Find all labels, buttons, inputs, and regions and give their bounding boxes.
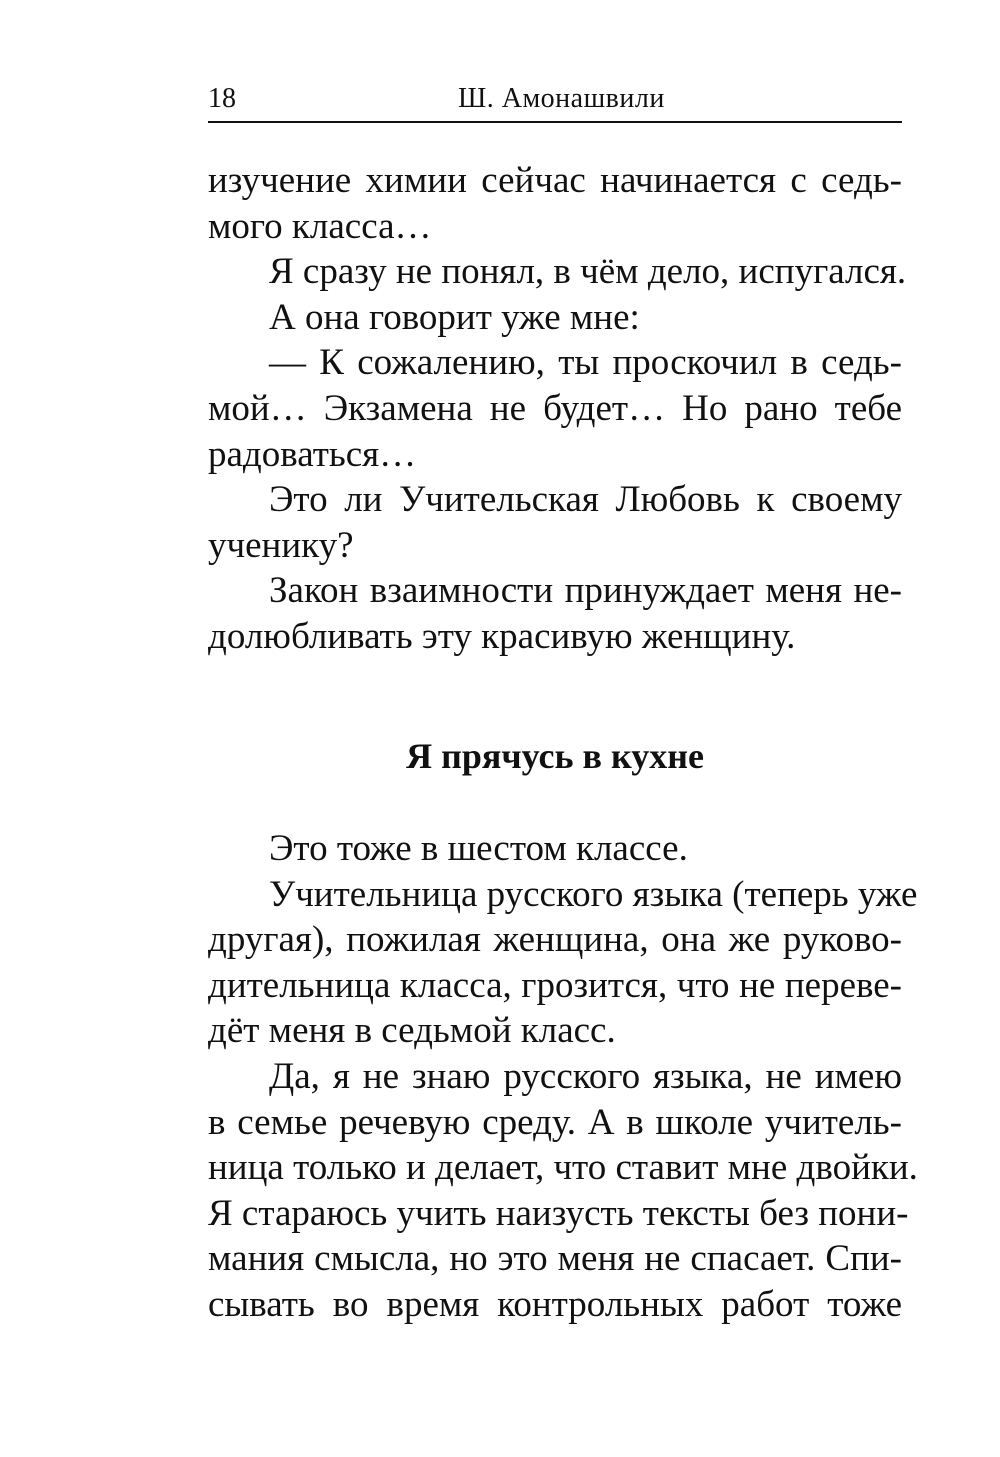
running-title: Ш. Амонашвили (458, 83, 665, 114)
section-heading: Я прячусь в кухне (406, 736, 704, 776)
text-line: Учительница русского языка (теперь уже (269, 873, 918, 915)
text-line: дёт меня в седьмой класс. (208, 1010, 616, 1052)
running-head (208, 84, 902, 114)
text-line: сывать во время контрольных работ тоже (208, 1283, 902, 1325)
body-text-bottom (208, 826, 918, 1328)
text-line: Это ли Учительская Любовь к своему (269, 479, 902, 521)
text-line: в семье речевую среду. А в школе учитель- (208, 1101, 902, 1143)
text-line: Я сразу не понял, в чём дело, испугался. (269, 251, 907, 293)
text-line: — К сожалению, ты проскочил в седь- (269, 342, 902, 384)
text-line: Я стараюсь учить наизусть тексты без пони- (208, 1192, 909, 1234)
text-line: А она говорит уже мне: (269, 296, 640, 338)
text-line: другая), пожилая женщина, она же руково- (208, 919, 902, 961)
text-line: Это тоже в шестом классе. (269, 828, 688, 869)
text-line: ница только и делает, что ставит мне двойки. (208, 1147, 918, 1189)
text-line: дительница класса, грозится, что не переве- (208, 964, 902, 1006)
text-line: изучение химии сейчас начинается с седь- (208, 160, 902, 201)
text-line: Закон взаимности принуждает меня не- (269, 570, 902, 612)
text-line: радоваться… (208, 433, 417, 475)
text-line: мой… Экзамена не будет… Но рано тебе (208, 387, 902, 429)
header-rule (208, 121, 902, 123)
text-line: Да, я не знаю русского языка, не имею (269, 1055, 902, 1097)
text-line: долюбливать эту красивую женщину. (208, 615, 796, 657)
text-line: мания смысла, но это меня не спасает. Спи- (208, 1238, 902, 1280)
body-text-top (208, 158, 907, 660)
page-number: 18 (208, 83, 236, 114)
text-line: мого класса… (208, 205, 432, 247)
text-line: ученику? (208, 524, 354, 566)
